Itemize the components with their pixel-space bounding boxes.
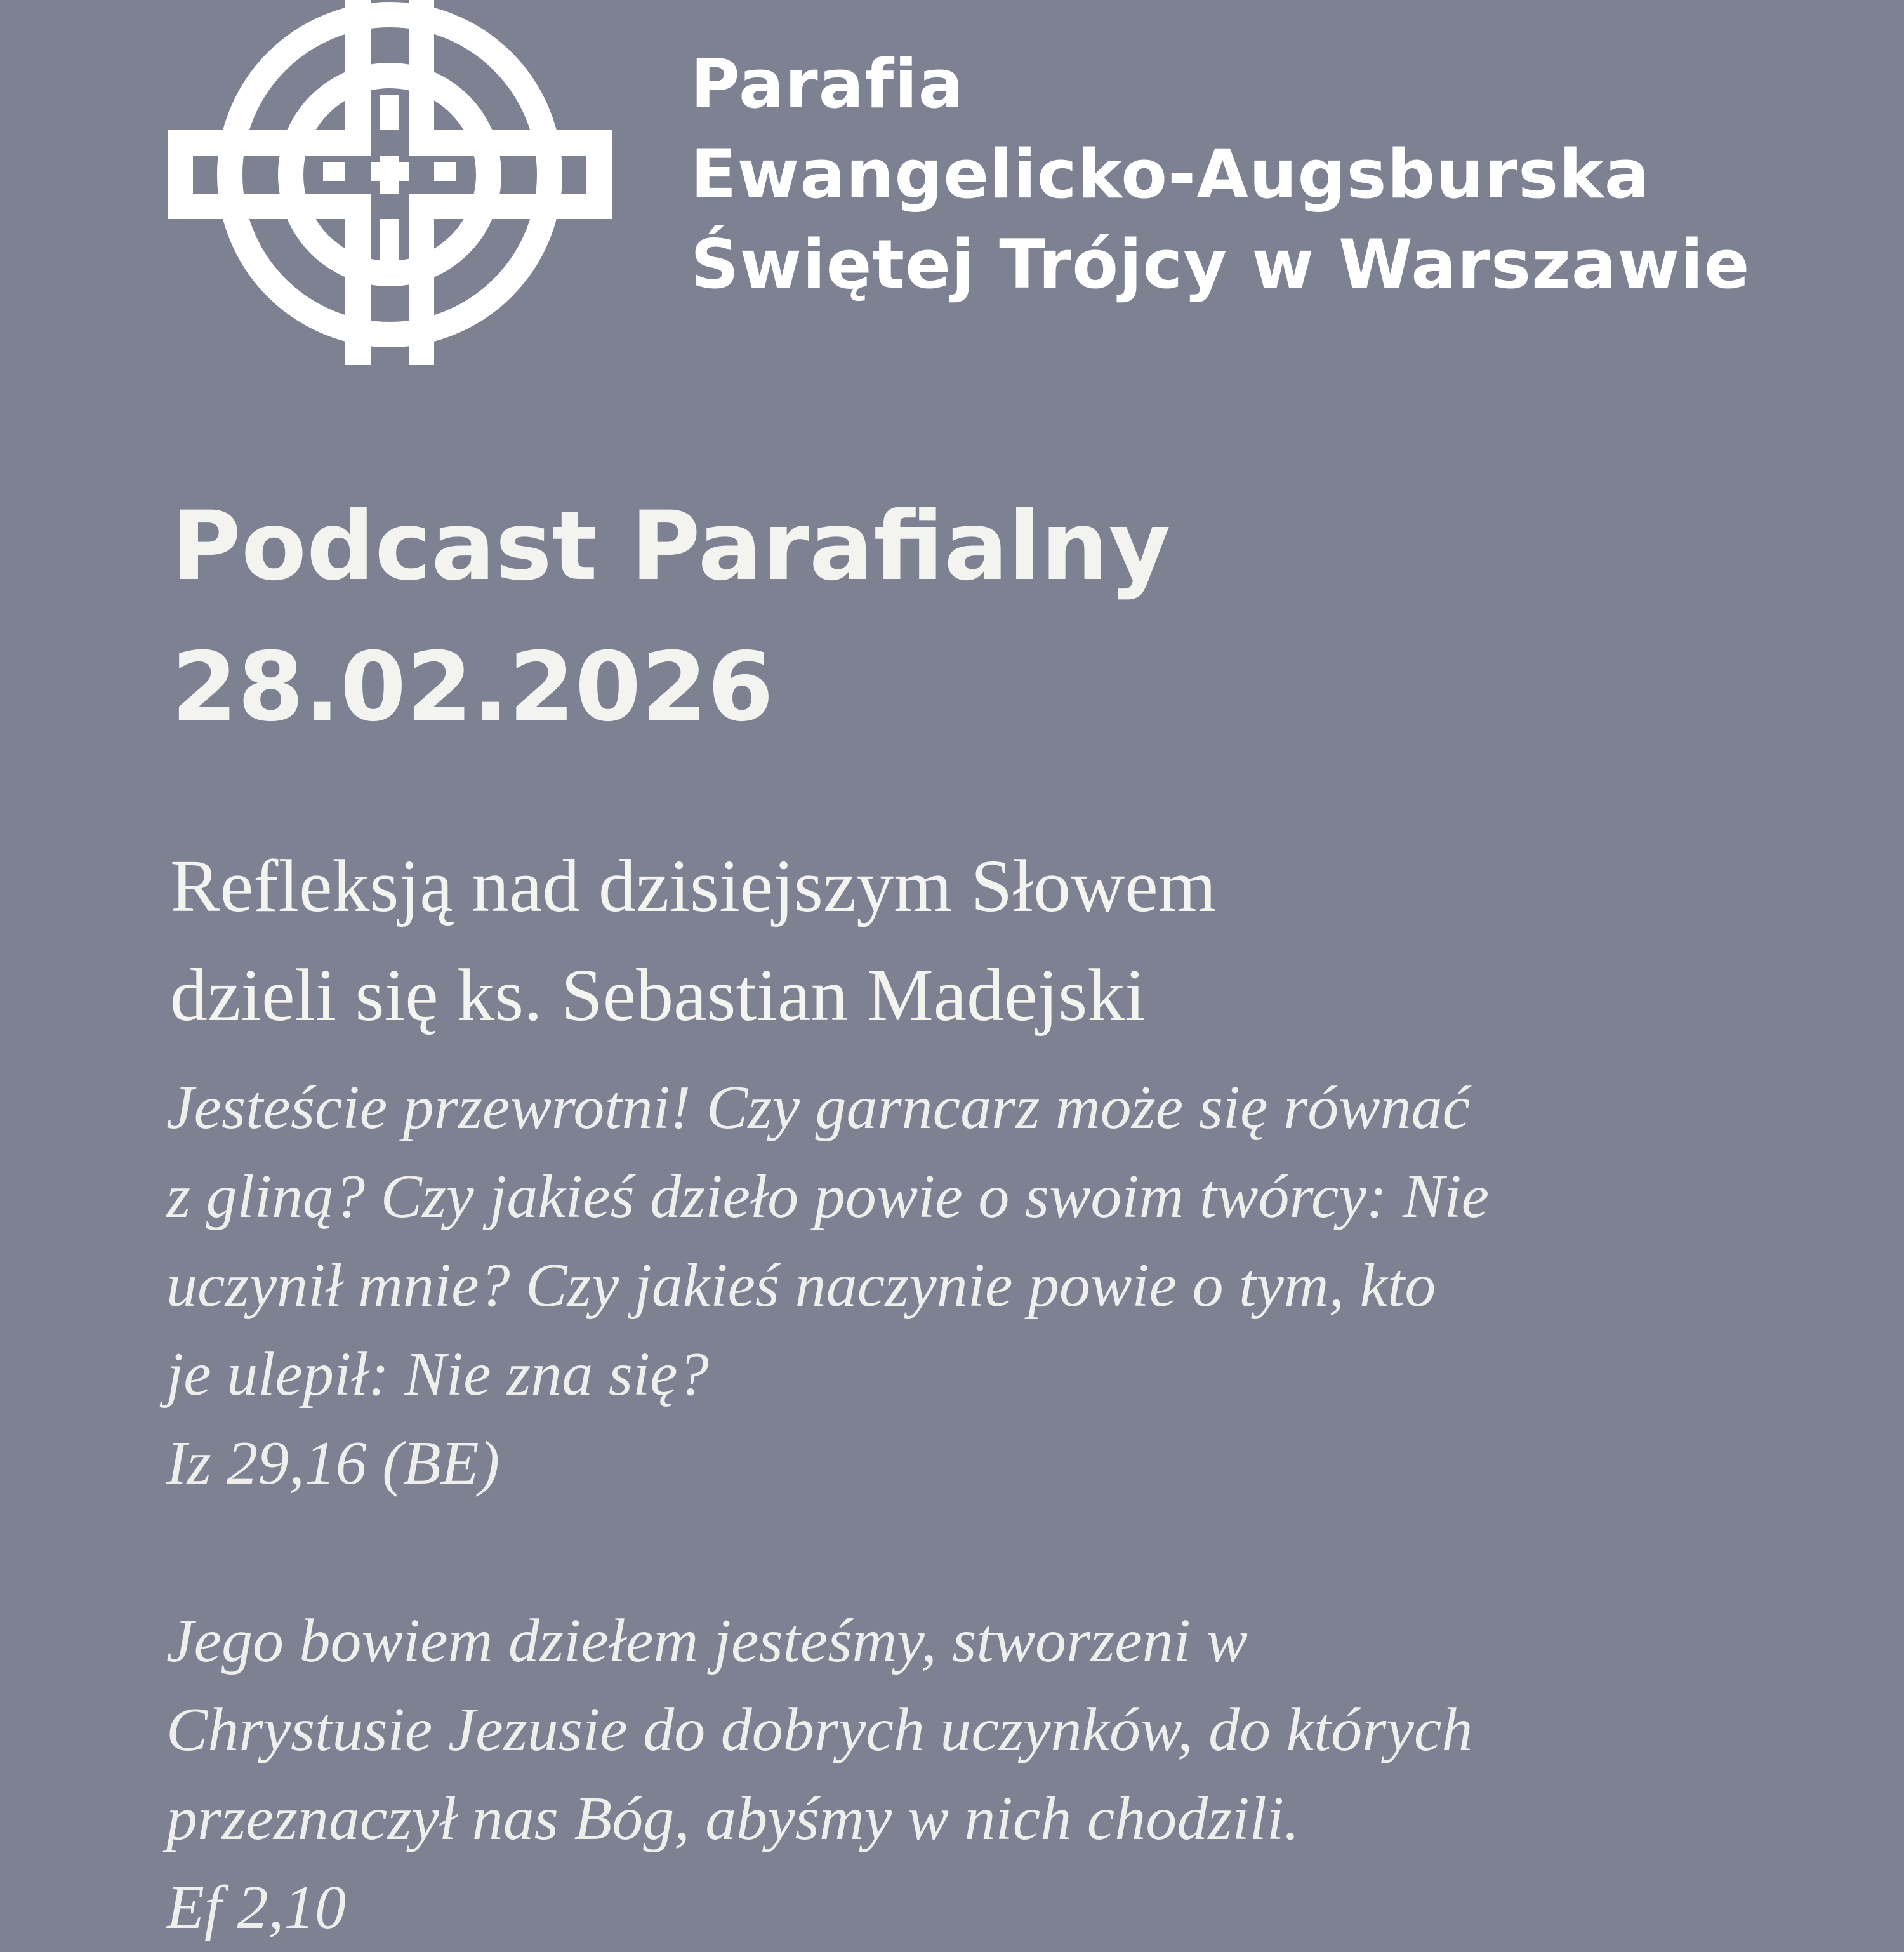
- verse-line: Jesteście przewrotni! Czy garncarz może się równać: [166, 1073, 1471, 1142]
- parish-name-line: Świętej Trójcy w Warszawie: [691, 225, 1750, 303]
- verse-line: przeznaczył nas Bóg, abyśmy w nich chodzili.: [166, 1784, 1300, 1853]
- parish-name: [691, 39, 1750, 310]
- podcast-title: Podcast Parafialny: [171, 491, 1171, 602]
- verse-line: je ulepił: Nie zna się?: [166, 1340, 709, 1409]
- verse-line: Jego bowiem dziełem jesteśmy, stworzeni w: [166, 1607, 1248, 1675]
- verse-line: uczynił mnie? Czy jakieś naczynie powie o tym, kto: [166, 1251, 1436, 1320]
- podcast-heading: [171, 476, 1170, 758]
- verse-reference: Iz 29,16 (BE): [166, 1429, 500, 1497]
- verse-reference: Ef 2,10: [166, 1873, 347, 1942]
- parish-name-line: Parafia: [691, 45, 965, 123]
- verse-line: Chrystusie Jezusie do dobrych uczynków, do których: [166, 1696, 1473, 1764]
- verse-line: z gliną? Czy jakieś dzieło powie o swoim twórcy: Nie: [166, 1162, 1490, 1231]
- verse-gap: [166, 1508, 1489, 1597]
- bible-verses: [166, 1063, 1489, 1952]
- celtic-cross-icon: [168, 0, 612, 368]
- podcast-date: 28.02.2026: [171, 632, 774, 743]
- parish-name-line: Ewangelicko-Augsburska: [691, 135, 1651, 213]
- intro-line: Refleksją nad dzisiejszym Słowem: [170, 844, 1217, 927]
- intro-text: [170, 832, 1216, 1050]
- intro-line: dzieli się ks. Sebastian Madejski: [170, 953, 1146, 1037]
